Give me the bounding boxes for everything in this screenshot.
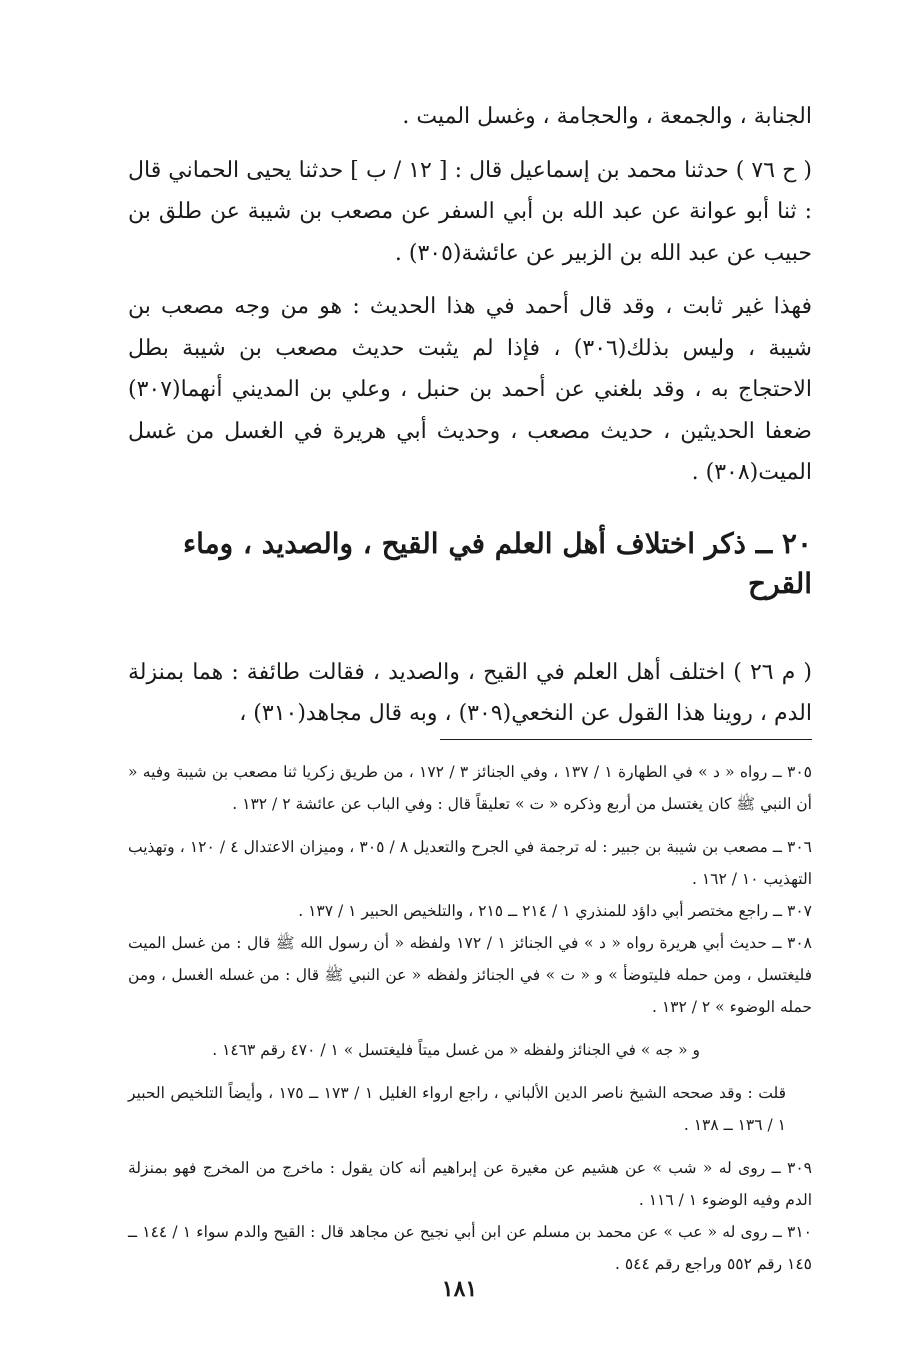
footnote-309: ٣٠٩ ــ روى له « شب » عن هشيم عن مغيرة عن إبراهيم أنه كان يقول : ماخرج من المخرج فهو بمنزلة الدم وفيه الوضوء ١ / ١١٦ .: [128, 1158, 812, 1209]
issue-paragraph: ( م ٢٦ ) اختلف أهل العلم في القيح ، والصديد ، فقالت طائفة : هما بمنزلة الدم ، روينا هذا القول عن النخعي(٣٠٩) ، وبه قال مجاهد(٣١٠) ،: [128, 659, 812, 726]
section-heading: ٢٠ ــ ذكر اختلاف أهل العلم في القيح ، والصديد ، وماء القرح: [182, 526, 812, 600]
footnote-306: ٣٠٦ ــ مصعب بن شيبة بن جبير : له ترجمة في الجرح والتعديل ٨ / ٣٠٥ ، وميزان الاعتدال ٤ / ١٢٠ ، وتهذيب التهذيب ١٠ / ١٦٢ .: [128, 837, 813, 888]
hadith-paragraph: ( ح ٧٦ ) حدثنا محمد بن إسماعيل قال : [ ١٢ / ب ] حدثنا يحيى الحماني قال : ثنا أبو عوانة عن عبد الله بن أبي السفر عن مصعب بن شيبة عن طلق بن حبيب عن عبد الله بن الزبير عن عائشة(٣٠٥) .: [128, 157, 812, 266]
main-text-2: [128, 652, 812, 735]
main-text: [128, 96, 812, 494]
commentary-paragraph: فهذا غير ثابت ، وقد قال أحمد في هذا الحديث : هو من وجه مصعب بن شيبة ، وليس بذلك(٣٠٦) ، فإذا لم يثبت حديث مصعب بن شيبة بطل الاحتجاج به ، وقد بلغني عن أحمد بن حنبل ، وعلي بن المديني أنهما(٣٠٧) ضعفا الحديثين ، حديث مصعب ، وحديث أبي هريرة في الغسل من غسل الميت(٣٠٨) .: [128, 294, 812, 485]
footnote-divider: [440, 739, 812, 740]
footnote-308-note: قلت : وقد صححه الشيخ ناصر الدين الألباني ، راجع ارواء الغليل ١ / ١٧٣ ــ ١٧٥ ، وأيضاً التلخيص الحبير ١ / ١٣٦ ــ ١٣٨ .: [128, 1083, 787, 1134]
footnote-308-continuation: و « جه » في الجنائز ولفظه « من غسل ميتاً فليغتسل » ١ / ٤٧٠ رقم ١٤٦٣ .: [212, 1040, 700, 1059]
page-content: [128, 96, 812, 1280]
footnote-305: ٣٠٥ ــ رواه « د » في الطهارة ١ / ١٣٧ ، وفي الجنائز ٣ / ١٧٢ ، من طريق زكريا ثنا مصعب بن شيبة وفيه « أن النبي ﷺ كان يغتسل من أربع وذكره « ت » تعليقاً قال : وفي الباب عن عائشة ٢ / ١٣٢ .: [128, 762, 813, 813]
footnote-308: ٣٠٨ ــ حديث أبي هريرة رواه « د » في الجنائز ١ / ١٧٢ ولفظه « أن رسول الله ﷺ قال : من غسل الميت فليغتسل ، ومن حمله فليتوضأ » و « ت » في الجنائز ولفظه « عن النبي ﷺ قال : من غسله الغسل ، ومن حمله الوضوء » ٢ / ١٣٢ .: [128, 933, 813, 1016]
continued-line: الجنابة ، والجمعة ، والحجامة ، وغسل الميت .: [402, 104, 812, 129]
footnotes: [128, 756, 812, 1280]
footnote-307: ٣٠٧ ــ راجع مختصر أبي داؤد للمنذري ١ / ٢١٤ ــ ٢١٥ ، والتلخيص الحبير ١ / ١٣٧ .: [298, 901, 812, 920]
footnote-310: ٣١٠ ــ روى له « عب » عن محمد بن مسلم عن ابن أبي نجيح عن مجاهد قال : القيح والدم سواء ١ / ١٤٤ ــ ١٤٥ رقم ٥٥٢ وراجع رقم ٥٤٤ .: [128, 1222, 812, 1273]
page-number: ١٨١: [441, 1276, 478, 1302]
